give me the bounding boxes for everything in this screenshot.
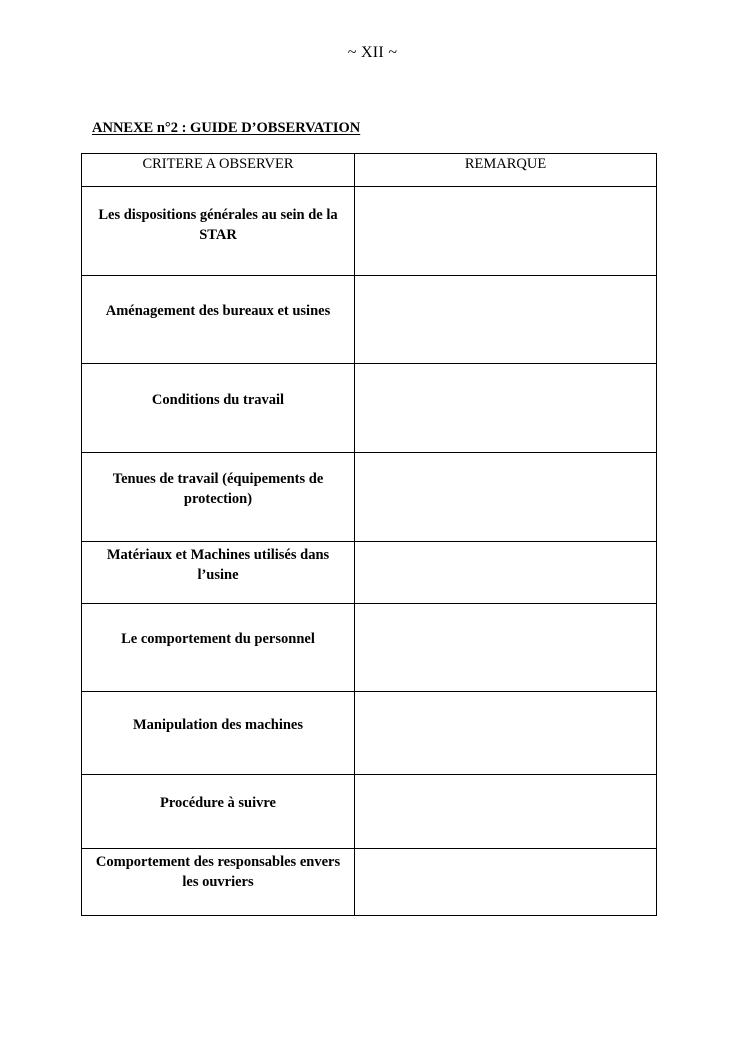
table-row: [82, 692, 657, 775]
remark-cell[interactable]: [355, 849, 657, 916]
observation-table: [81, 153, 657, 916]
table-row: [82, 187, 657, 276]
remark-cell[interactable]: [355, 187, 657, 276]
table-row: [82, 604, 657, 692]
table-row: [82, 276, 657, 364]
table-row: [82, 542, 657, 604]
remark-cell[interactable]: [355, 453, 657, 542]
table-row: [82, 849, 657, 916]
criterion-cell: Aménagement des bureaux et usines: [82, 276, 355, 364]
criterion-cell: Procédure à suivre: [82, 775, 355, 849]
page-number: ~ XII ~: [347, 44, 398, 61]
criterion-cell: Matériaux et Machines utilisés dans l’usine: [82, 542, 355, 604]
remark-cell[interactable]: [355, 542, 657, 604]
remark-cell[interactable]: [355, 775, 657, 849]
criterion-cell: Conditions du travail: [82, 364, 355, 453]
criterion-cell: Les dispositions générales au sein de la STAR: [82, 187, 355, 276]
criterion-cell: Comportement des responsables envers les ouvriers: [82, 849, 355, 916]
remark-cell[interactable]: [355, 604, 657, 692]
header-criterion: CRITERE A OBSERVER: [82, 154, 355, 187]
table-row: [82, 453, 657, 542]
table-row: [82, 364, 657, 453]
annex-title: ANNEXE n°2 : GUIDE D’OBSERVATION: [92, 120, 361, 136]
header-remark: REMARQUE: [355, 154, 657, 187]
criterion-cell: Tenues de travail (équipements de protection): [82, 453, 355, 542]
remark-cell[interactable]: [355, 364, 657, 453]
criterion-cell: Le comportement du personnel: [82, 604, 355, 692]
table-row: [82, 775, 657, 849]
table-header-row: [82, 154, 657, 187]
criterion-cell: Manipulation des machines: [82, 692, 355, 775]
remark-cell[interactable]: [355, 276, 657, 364]
remark-cell[interactable]: [355, 692, 657, 775]
